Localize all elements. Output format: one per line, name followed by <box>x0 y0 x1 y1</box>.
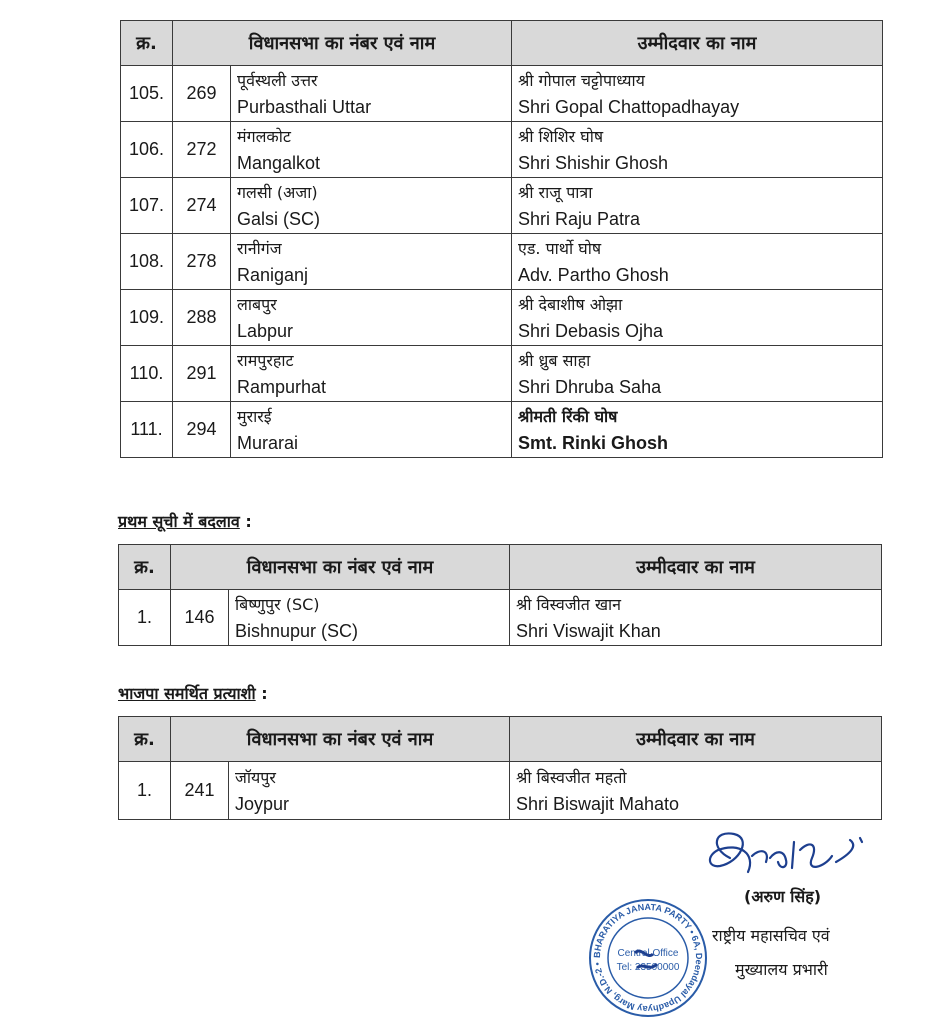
signer-designation-1: राष्ट्रीय महासचिव एवं <box>712 926 830 945</box>
candidate-name-hindi: श्री शिशिर घोष <box>518 126 604 146</box>
constituency-name-english: Mangalkot <box>237 152 321 173</box>
header-candidate: उम्मीदवार का नाम <box>512 21 883 66</box>
row-candidate <box>512 402 883 458</box>
candidate-name-english: Adv. Partho Ghosh <box>518 264 669 285</box>
candidate-name-english: Shri Shishir Ghosh <box>518 152 669 173</box>
row-serial: 107. <box>121 178 173 234</box>
header-sr: क्र. <box>119 717 171 762</box>
row-constituency <box>231 346 512 402</box>
constituency-name-english: Rampurhat <box>237 376 327 397</box>
candidate-name-hindi: श्री विस्वजीत खान <box>516 594 622 614</box>
candidate-name-english: Shri Gopal Chattopadhayay <box>518 96 740 117</box>
section-title-colon: : <box>261 684 268 703</box>
row-candidate <box>512 346 883 402</box>
row-candidate <box>512 122 883 178</box>
candidate-name-hindi: श्री गोपाल चट्टोपाध्याय <box>518 70 645 90</box>
candidate-name-english: Shri Dhruba Saha <box>518 376 662 397</box>
constituency-name-hindi: रानीगंज <box>237 238 282 258</box>
section-title-changes-text: प्रथम सूची में बदलाव <box>118 512 240 531</box>
row-candidate <box>512 178 883 234</box>
row-serial: 108. <box>121 234 173 290</box>
row-candidate <box>510 762 882 820</box>
header-constituency: विधानसभा का नंबर एवं नाम <box>171 545 510 590</box>
table-row <box>121 66 883 122</box>
signer-designation-2: मुख्यालय प्रभारी <box>735 960 828 979</box>
table-row <box>121 122 883 178</box>
svg-text:Central Office: Central Office <box>617 948 679 959</box>
row-candidate <box>512 290 883 346</box>
row-constituency <box>231 66 512 122</box>
constituency-name-english: Murarai <box>237 432 299 453</box>
section-title-changes <box>118 510 252 532</box>
row-constituency <box>231 122 512 178</box>
candidate-name-hindi: श्रीमती रिंकी घोष <box>518 406 618 426</box>
candidate-table-main <box>120 20 883 458</box>
row-constituency-number: 294 <box>173 402 231 458</box>
row-serial: 109. <box>121 290 173 346</box>
constituency-name-hindi: मुरारई <box>237 406 272 426</box>
constituency-name-english: Purbasthali Uttar <box>237 96 372 117</box>
row-candidate <box>512 234 883 290</box>
signer-name: (अरुण सिंह) <box>744 887 822 906</box>
table-row <box>119 590 882 646</box>
constituency-name-english: Galsi (SC) <box>237 208 321 229</box>
constituency-name-english: Joypur <box>235 793 290 814</box>
row-constituency-number: 274 <box>173 178 231 234</box>
table-row <box>121 234 883 290</box>
row-constituency-number: 278 <box>173 234 231 290</box>
row-constituency-number: 241 <box>171 762 229 820</box>
candidate-name-hindi: श्री देबाशीष ओझा <box>518 294 623 314</box>
table-row <box>121 346 883 402</box>
section-title-colon: : <box>245 512 252 531</box>
constituency-name-hindi: गलसी (अजा) <box>237 182 318 202</box>
table-row <box>119 762 882 820</box>
header-sr: क्र. <box>121 21 173 66</box>
table-header-row <box>121 21 883 66</box>
candidate-name-hindi: एड. पार्थो घोष <box>518 238 602 258</box>
constituency-name-english: Labpur <box>237 320 294 341</box>
candidate-name-english: Shri Viswajit Khan <box>516 620 661 641</box>
candidate-table-supported <box>118 716 882 820</box>
candidate-name-english: Smt. Rinki Ghosh <box>518 432 669 453</box>
table-header-row <box>119 545 882 590</box>
row-serial: 1. <box>119 762 171 820</box>
row-candidate <box>512 66 883 122</box>
candidate-name-hindi: श्री राजू पात्रा <box>518 182 593 202</box>
candidate-name-english: Shri Raju Patra <box>518 208 641 229</box>
row-constituency-number: 146 <box>171 590 229 646</box>
candidate-name-hindi: श्री बिस्वजीत महतो <box>516 767 627 787</box>
row-constituency <box>231 290 512 346</box>
party-office-stamp <box>585 898 711 1018</box>
constituency-name-hindi: लाबपुर <box>237 294 277 314</box>
row-constituency <box>231 234 512 290</box>
candidate-table-changes <box>118 544 882 646</box>
table-row <box>121 290 883 346</box>
header-candidate: उम्मीदवार का नाम <box>510 545 882 590</box>
header-candidate: उम्मीदवार का नाम <box>510 717 882 762</box>
constituency-name-hindi: रामपुरहाट <box>237 350 294 370</box>
svg-text:BHARATIYA JANATA PARTY • 6A, D: BHARATIYA JANATA PARTY • 6A, Deendayal Upadhyay Marg, N.D.-2 • <box>591 901 705 1015</box>
table-header-row <box>119 717 882 762</box>
constituency-name-hindi: बिष्णुपुर (SC) <box>235 594 320 614</box>
row-serial: 110. <box>121 346 173 402</box>
section-title-supported <box>118 682 268 704</box>
row-constituency-number: 272 <box>173 122 231 178</box>
header-constituency: विधानसभा का नंबर एवं नाम <box>171 717 510 762</box>
svg-text:Tel: 23500000: Tel: 23500000 <box>616 962 680 973</box>
constituency-name-hindi: मंगलकोट <box>237 126 291 146</box>
constituency-name-hindi: पूर्वस्थली उत्तर <box>237 70 318 90</box>
header-sr: क्र. <box>119 545 171 590</box>
row-serial: 106. <box>121 122 173 178</box>
row-constituency-number: 288 <box>173 290 231 346</box>
row-constituency <box>231 402 512 458</box>
row-serial: 111. <box>121 402 173 458</box>
section-title-supported-text: भाजपा समर्थित प्रत्याशी <box>118 684 256 703</box>
row-constituency <box>231 178 512 234</box>
table-row <box>121 402 883 458</box>
candidate-name-english: Shri Biswajit Mahato <box>516 793 680 814</box>
constituency-name-hindi: जॉयपुर <box>235 767 276 787</box>
row-constituency <box>229 762 510 820</box>
constituency-name-english: Bishnupur (SC) <box>235 620 359 641</box>
candidate-name-english: Shri Debasis Ojha <box>518 320 664 341</box>
row-constituency <box>229 590 510 646</box>
table-row <box>121 178 883 234</box>
row-candidate <box>510 590 882 646</box>
row-constituency-number: 291 <box>173 346 231 402</box>
candidate-name-hindi: श्री ध्रुब साहा <box>518 350 591 370</box>
row-serial: 1. <box>119 590 171 646</box>
header-constituency: विधानसभा का नंबर एवं नाम <box>173 21 512 66</box>
row-constituency-number: 269 <box>173 66 231 122</box>
row-serial: 105. <box>121 66 173 122</box>
constituency-name-english: Raniganj <box>237 264 309 285</box>
